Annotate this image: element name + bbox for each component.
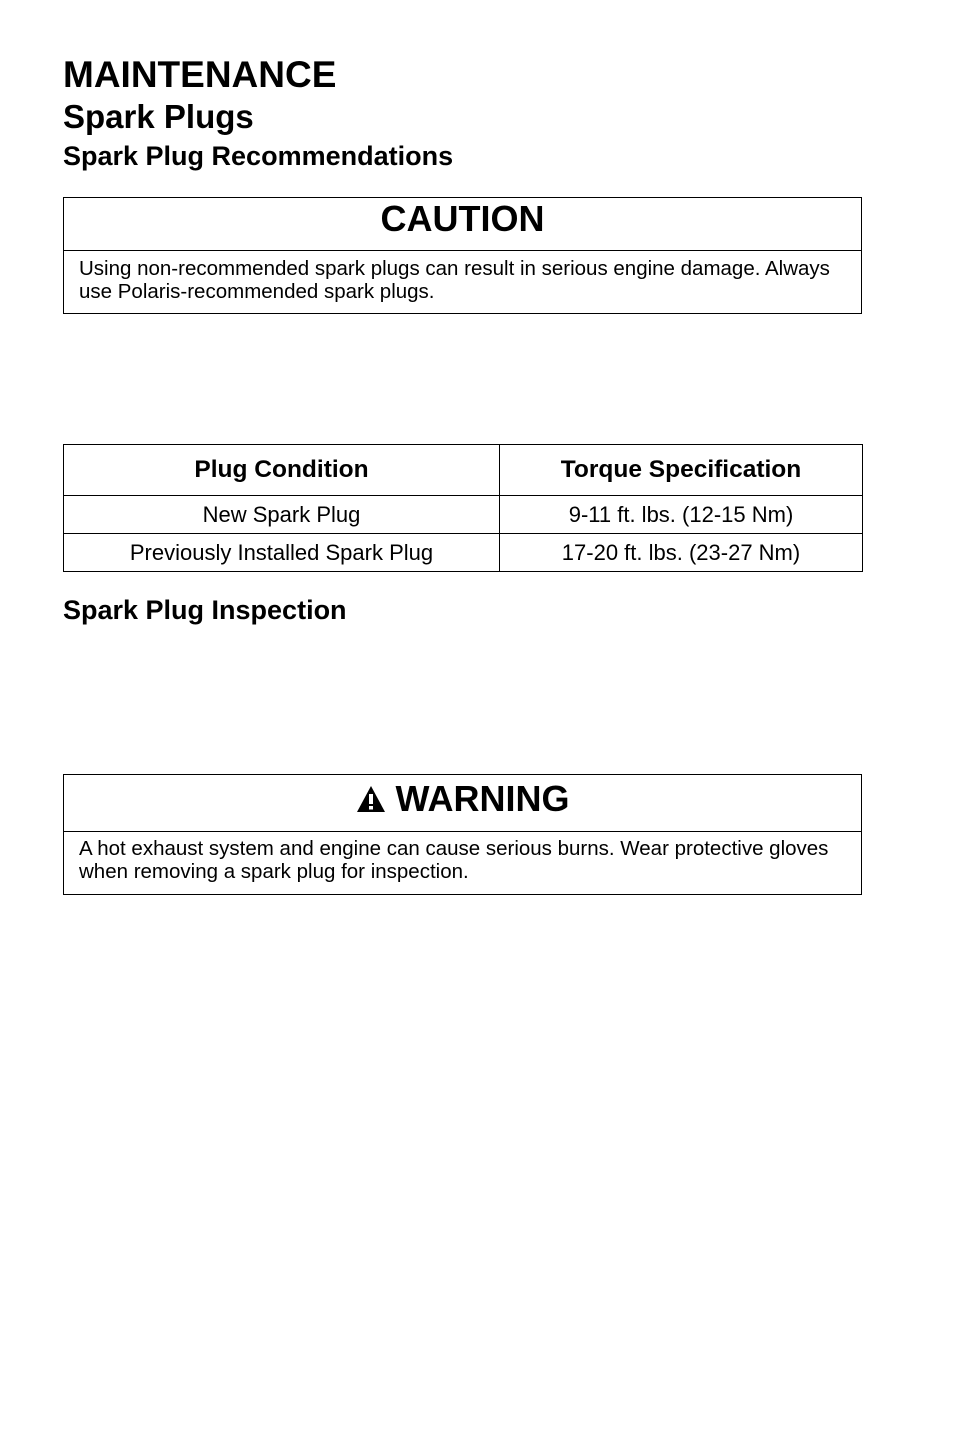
- table-cell: 17-20 ft. lbs. (23-27 Nm): [500, 534, 863, 572]
- table-cell: New Spark Plug: [64, 496, 500, 534]
- table-row: [64, 534, 863, 572]
- caution-text: Using non-recommended spark plugs can result in serious engine damage. Always use Polaris-recommended spark plugs.: [79, 257, 830, 303]
- warning-title: WARNING: [395, 778, 570, 819]
- section-title: MAINTENANCE: [63, 54, 337, 95]
- table-row: [64, 496, 863, 534]
- table-header-row: [64, 445, 863, 496]
- page-title: Spark Plugs: [63, 98, 254, 135]
- inspection-heading: Spark Plug Inspection: [63, 595, 347, 625]
- warning-triangle-icon: [356, 785, 386, 813]
- table-cell: 9-11 ft. lbs. (12-15 Nm): [500, 496, 863, 534]
- column-header: Plug Condition: [64, 445, 500, 496]
- table-cell: Previously Installed Spark Plug: [64, 534, 500, 572]
- warning-header: [64, 775, 861, 832]
- torque-table: [63, 444, 863, 572]
- warning-box: [63, 774, 862, 895]
- caution-title: CAUTION: [64, 198, 861, 251]
- caution-box: [63, 197, 862, 314]
- warning-text: A hot exhaust system and engine can cause serious burns. Wear protective gloves when removing a spark plug for inspection.: [79, 837, 829, 883]
- recommendations-heading: Spark Plug Recommendations: [63, 141, 454, 171]
- column-header: Torque Specification: [500, 445, 863, 496]
